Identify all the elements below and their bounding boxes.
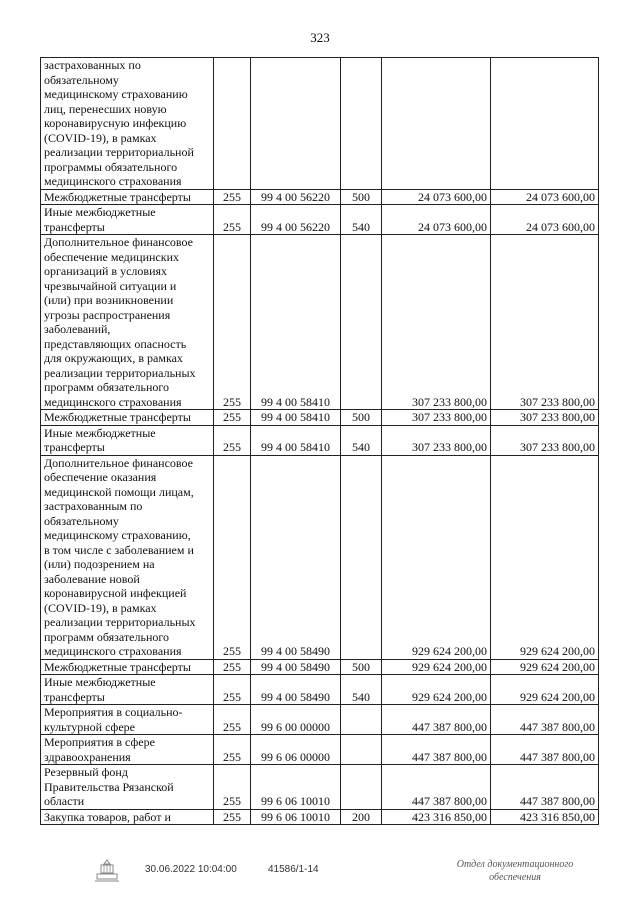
table-row bbox=[41, 205, 599, 235]
cell-admin-code bbox=[214, 58, 251, 190]
cell-admin-code: 255 bbox=[214, 809, 251, 825]
cell-amount-2: 929 624 200,00 bbox=[491, 659, 599, 675]
cell-amount-2: 447 387 800,00 bbox=[491, 765, 599, 810]
footer bbox=[0, 858, 640, 898]
cell-amount-1: 307 233 800,00 bbox=[382, 235, 491, 410]
table-row bbox=[41, 455, 599, 659]
cell-target-article: 99 4 00 58410 bbox=[251, 410, 341, 426]
cell-amount-1: 24 073 600,00 bbox=[382, 205, 491, 235]
cell-amount-2: 929 624 200,00 bbox=[491, 455, 599, 659]
cell-name: Иные межбюджетные трансферты bbox=[41, 425, 214, 455]
cell-name: Дополнительное финансовое обеспечение медицинских организаций в условиях чрезвычайной ситуации и (или) при возникновении угрозы распространения заболеваний, представляющих опасность для окружающих, в рамках реализации территориальных программ обязательного медицинского страхования bbox=[41, 235, 214, 410]
cell-amount-2: 24 073 600,00 bbox=[491, 189, 599, 205]
cell-target-article: 99 4 00 56220 bbox=[251, 205, 341, 235]
cell-expense-type: 500 bbox=[341, 410, 382, 426]
cell-admin-code: 255 bbox=[214, 189, 251, 205]
footer-department-line1: Отдел документационного bbox=[456, 859, 574, 870]
cell-expense-type: 500 bbox=[341, 189, 382, 205]
cell-target-article bbox=[251, 58, 341, 190]
cell-target-article: 99 4 00 58490 bbox=[251, 455, 341, 659]
cell-amount-1 bbox=[382, 58, 491, 190]
cell-amount-1: 929 624 200,00 bbox=[382, 675, 491, 705]
cell-amount-2: 307 233 800,00 bbox=[491, 425, 599, 455]
cell-expense-type: 540 bbox=[341, 205, 382, 235]
cell-name: Резервный фонд Правительства Рязанской области bbox=[41, 765, 214, 810]
cell-expense-type: 540 bbox=[341, 675, 382, 705]
coat-of-arms-icon bbox=[92, 858, 122, 889]
cell-admin-code: 255 bbox=[214, 659, 251, 675]
cell-target-article: 99 6 06 10010 bbox=[251, 809, 341, 825]
cell-amount-1: 447 387 800,00 bbox=[382, 705, 491, 735]
cell-amount-2: 307 233 800,00 bbox=[491, 235, 599, 410]
cell-name: Мероприятия в сфере здравоохранения bbox=[41, 735, 214, 765]
cell-amount-1: 307 233 800,00 bbox=[382, 425, 491, 455]
cell-target-article: 99 6 06 10010 bbox=[251, 765, 341, 810]
table-row bbox=[41, 189, 599, 205]
budget-table bbox=[40, 57, 599, 825]
cell-amount-1: 447 387 800,00 bbox=[382, 735, 491, 765]
cell-name: Мероприятия в социально- культурной сфере bbox=[41, 705, 214, 735]
cell-amount-2: 307 233 800,00 bbox=[491, 410, 599, 426]
cell-amount-2: 24 073 600,00 bbox=[491, 205, 599, 235]
page-number: 323 bbox=[310, 30, 330, 45]
cell-admin-code: 255 bbox=[214, 410, 251, 426]
table-row bbox=[41, 410, 599, 426]
cell-target-article: 99 4 00 58410 bbox=[251, 425, 341, 455]
cell-target-article: 99 6 06 00000 bbox=[251, 735, 341, 765]
cell-name: Закупка товаров, работ и bbox=[41, 809, 214, 825]
table-row bbox=[41, 659, 599, 675]
cell-expense-type: 200 bbox=[341, 809, 382, 825]
cell-target-article: 99 4 00 58490 bbox=[251, 675, 341, 705]
cell-expense-type bbox=[341, 765, 382, 810]
cell-amount-2 bbox=[491, 58, 599, 190]
cell-expense-type bbox=[341, 235, 382, 410]
table-row bbox=[41, 235, 599, 410]
cell-amount-1: 929 624 200,00 bbox=[382, 659, 491, 675]
cell-amount-2: 447 387 800,00 bbox=[491, 705, 599, 735]
cell-amount-2: 423 316 850,00 bbox=[491, 809, 599, 825]
cell-admin-code: 255 bbox=[214, 455, 251, 659]
table-row bbox=[41, 705, 599, 735]
cell-admin-code: 255 bbox=[214, 735, 251, 765]
cell-name: Иные межбюджетные трансферты bbox=[41, 205, 214, 235]
cell-amount-1: 929 624 200,00 bbox=[382, 455, 491, 659]
cell-expense-type bbox=[341, 455, 382, 659]
cell-amount-1: 24 073 600,00 bbox=[382, 189, 491, 205]
cell-name: Межбюджетные трансферты bbox=[41, 189, 214, 205]
cell-admin-code: 255 bbox=[214, 235, 251, 410]
table-row bbox=[41, 58, 599, 190]
table-row bbox=[41, 765, 599, 810]
cell-admin-code: 255 bbox=[214, 705, 251, 735]
cell-admin-code: 255 bbox=[214, 205, 251, 235]
cell-amount-2: 447 387 800,00 bbox=[491, 735, 599, 765]
footer-department bbox=[415, 858, 615, 884]
table-row bbox=[41, 425, 599, 455]
table-row bbox=[41, 735, 599, 765]
budget-table-body bbox=[41, 58, 599, 825]
table-row bbox=[41, 675, 599, 705]
cell-amount-1: 423 316 850,00 bbox=[382, 809, 491, 825]
cell-expense-type: 500 bbox=[341, 659, 382, 675]
cell-target-article: 99 6 00 00000 bbox=[251, 705, 341, 735]
cell-amount-1: 307 233 800,00 bbox=[382, 410, 491, 426]
cell-expense-type: 540 bbox=[341, 425, 382, 455]
cell-amount-2: 929 624 200,00 bbox=[491, 675, 599, 705]
footer-doc-number: 41586/1-14 bbox=[268, 864, 319, 875]
cell-target-article: 99 4 00 56220 bbox=[251, 189, 341, 205]
cell-target-article: 99 4 00 58410 bbox=[251, 235, 341, 410]
cell-name: Межбюджетные трансферты bbox=[41, 410, 214, 426]
cell-admin-code: 255 bbox=[214, 425, 251, 455]
cell-expense-type bbox=[341, 58, 382, 190]
footer-date: 30.06.2022 10:04:00 bbox=[145, 864, 237, 875]
cell-name: Иные межбюджетные трансферты bbox=[41, 675, 214, 705]
cell-name: застрахованных по обязательному медицинскому страхованию лиц, перенесших новую коронавирусную инфекцию (COVID-19), в рамках реализации территориальной программы обязательного медицинского страхования bbox=[41, 58, 214, 190]
cell-admin-code: 255 bbox=[214, 675, 251, 705]
cell-admin-code: 255 bbox=[214, 765, 251, 810]
table-row bbox=[41, 809, 599, 825]
cell-target-article: 99 4 00 58490 bbox=[251, 659, 341, 675]
cell-amount-1: 447 387 800,00 bbox=[382, 765, 491, 810]
footer-department-line2: обеспечения bbox=[489, 872, 541, 883]
cell-expense-type bbox=[341, 705, 382, 735]
cell-expense-type bbox=[341, 735, 382, 765]
cell-name: Межбюджетные трансферты bbox=[41, 659, 214, 675]
cell-name: Дополнительное финансовое обеспечение оказания медицинской помощи лицам, застрахованным по обязательному медицинскому страхованию, в том числе с заболеванием и (или) подозрением на заболевание новой коронавирусной инфекцией (COVID-19), в рамках реализации территориальных программ обязательного медицинского страхования bbox=[41, 455, 214, 659]
